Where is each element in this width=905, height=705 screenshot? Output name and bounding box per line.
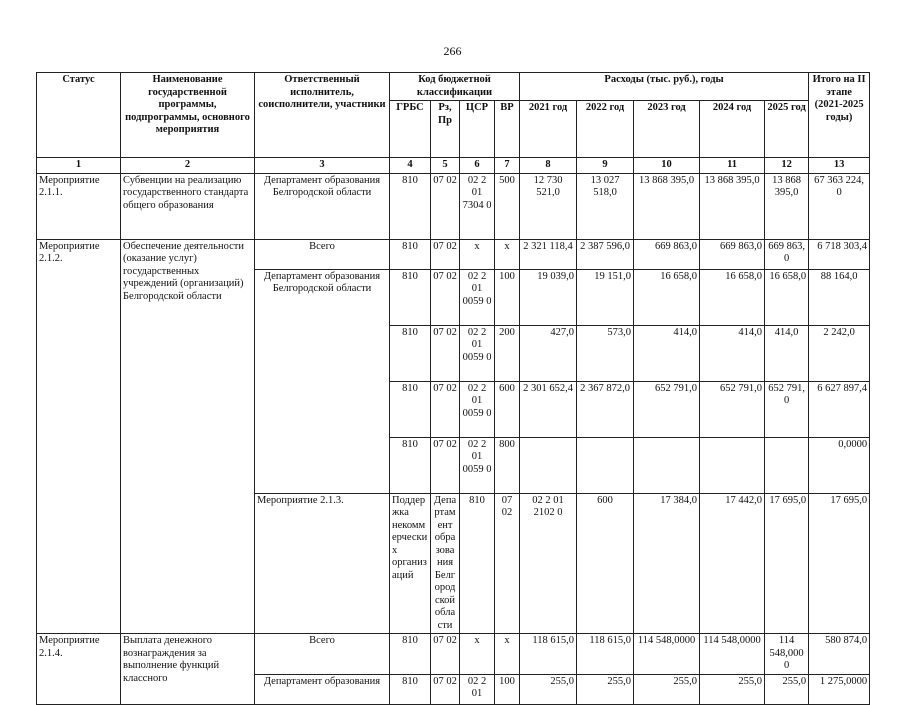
name-cell: Выплата денежного вознаграждения за выполнение функций классного (121, 634, 255, 705)
value-2021-cell: 255,0 (520, 674, 577, 704)
value-2023-cell: 16 658,0 (634, 269, 700, 325)
csr-cell: 02 2 01 2102 0 (520, 493, 577, 634)
value-2024-cell: 114 548,0000 (700, 634, 765, 675)
value-2023-cell: 669 863,0 (634, 239, 700, 269)
value-2024-cell: 669 863,0 (700, 239, 765, 269)
status-cell: Мероприятие 2.1.3. (255, 493, 390, 634)
rzpr-cell: 07 02 (431, 173, 460, 239)
value-2021-cell: 2 321 118,4 (520, 239, 577, 269)
header-grbs: ГРБС (390, 101, 431, 158)
table-row (37, 173, 870, 239)
value-2025-cell: 652 791, 0 (765, 381, 809, 437)
responsible-cell: Департамент образования Белгородской области (255, 173, 390, 239)
value-2021-cell: 19 039,0 (520, 269, 577, 325)
col-number: 5 (431, 158, 460, 174)
csr-cell: 02 2 01 7304 0 (460, 173, 495, 239)
header-csr: ЦСР (460, 101, 495, 158)
total-cell: 2 242,0 (809, 325, 870, 381)
value-2021-cell: 427,0 (520, 325, 577, 381)
vr-cell: 500 (495, 173, 520, 239)
grbs-cell: 810 (390, 325, 431, 381)
col-number: 4 (390, 158, 431, 174)
value-2025-cell: 16 658,0 (765, 269, 809, 325)
col-number: 2 (121, 158, 255, 174)
csr-cell: х (460, 239, 495, 269)
header-budget-code: Код бюджетной классификации (390, 73, 520, 101)
responsible-cell: Всего (255, 239, 390, 269)
vr-cell: 600 (495, 381, 520, 437)
header-name: Наименование государственной программы, подпрограммы, основного мероприятия (121, 73, 255, 158)
value-2025-cell: 13 868 395,0 (765, 173, 809, 239)
csr-cell: 02 2 01 (460, 674, 495, 704)
value-2024-cell (700, 437, 765, 493)
value-2023-cell: 652 791,0 (634, 381, 700, 437)
header-2023: 2023 год (634, 101, 700, 158)
csr-cell: х (460, 634, 495, 675)
value-2025-cell: 114 548,0000 (765, 634, 809, 675)
vr-cell: х (495, 634, 520, 675)
csr-cell: 02 2 01 0059 0 (460, 269, 495, 325)
value-2024-cell: 414,0 (700, 325, 765, 381)
vr-cell: 200 (495, 325, 520, 381)
grbs-cell: 810 (390, 239, 431, 269)
rzpr-cell: 07 02 (431, 381, 460, 437)
total-cell: 6 718 303,4 (809, 239, 870, 269)
col-number: 13 (809, 158, 870, 174)
csr-cell: 02 2 01 0059 0 (460, 381, 495, 437)
value-2024-cell: 16 658,0 (700, 269, 765, 325)
col-number: 6 (460, 158, 495, 174)
value-2024-cell: 255,0 (700, 674, 765, 704)
col-number: 11 (700, 158, 765, 174)
value-2022-cell: 2 387 596,0 (577, 239, 634, 269)
value-2024-cell: 13 868 395,0 (700, 173, 765, 239)
value-2023-cell: 414,0 (634, 325, 700, 381)
value-2024-cell: 652 791,0 (700, 381, 765, 437)
value-2022-cell: 255,0 (577, 674, 634, 704)
value-2021-cell: 12 730 521,0 (520, 173, 577, 239)
value-2022-cell (577, 437, 634, 493)
vr-cell: 100 (495, 674, 520, 704)
col-number: 1 (37, 158, 121, 174)
value-2021-cell: 2 301 652,4 (520, 381, 577, 437)
status-cell: Мероприятие 2.1.2. (37, 239, 121, 634)
col-number: 7 (495, 158, 520, 174)
total-cell: 88 164,0 (809, 269, 870, 325)
responsible-cell: Всего (255, 634, 390, 675)
csr-cell: 02 2 01 0059 0 (460, 325, 495, 381)
value-2023-cell: 114 548,0000 (634, 634, 700, 675)
rzpr-cell: 07 02 (431, 674, 460, 704)
value-2025-cell: 255,0 (765, 674, 809, 704)
col-number: 3 (255, 158, 390, 174)
page-number: 266 (443, 44, 462, 58)
col-number: 8 (520, 158, 577, 174)
header-2024: 2024 год (700, 101, 765, 158)
header-rzpr: Рз, Пр (431, 101, 460, 158)
value-2025-cell (765, 437, 809, 493)
rzpr-cell: 07 02 (431, 269, 460, 325)
rzpr-cell: 07 02 (495, 493, 520, 634)
status-cell: Мероприятие 2.1.1. (37, 173, 121, 239)
vr-cell: 600 (577, 493, 634, 634)
total-cell: 0,0000 (809, 437, 870, 493)
header-2021: 2021 год (520, 101, 577, 158)
total-cell: 6 627 897,4 (809, 381, 870, 437)
value-2022-cell: 573,0 (577, 325, 634, 381)
vr-cell: 800 (495, 437, 520, 493)
value-2022-cell: 118 615,0 (577, 634, 634, 675)
rzpr-cell: 07 02 (431, 634, 460, 675)
value-2023-cell: 17 695,0 (765, 493, 809, 634)
responsible-cell: Департамент образования (255, 674, 390, 704)
grbs-cell: 810 (390, 674, 431, 704)
value-2022-cell: 17 442,0 (700, 493, 765, 634)
grbs-cell: 810 (390, 634, 431, 675)
grbs-cell: 810 (390, 173, 431, 239)
rzpr-cell: 07 02 (431, 325, 460, 381)
value-2023-cell: 255,0 (634, 674, 700, 704)
total-cell: 1 275,0000 (809, 674, 870, 704)
rzpr-cell: 07 02 (431, 239, 460, 269)
value-2025-cell: 669 863, 0 (765, 239, 809, 269)
csr-cell: 02 2 01 0059 0 (460, 437, 495, 493)
col-number: 12 (765, 158, 809, 174)
name-cell: Субвенции на реализацию государственного стандарта общего образования (121, 173, 255, 239)
value-2022-cell: 19 151,0 (577, 269, 634, 325)
header-vr: ВР (495, 101, 520, 158)
responsible-cell: Департамент образования Белгородской области (255, 269, 390, 493)
grbs-cell: 810 (390, 437, 431, 493)
grbs-cell: 810 (390, 269, 431, 325)
responsible-cell: Департамент образования Белгородской области (431, 493, 460, 634)
value-2025-cell: 414,0 (765, 325, 809, 381)
value-2023-cell (634, 437, 700, 493)
total-cell: 580 874,0 (809, 634, 870, 675)
table-row (37, 239, 870, 269)
header-total: Итого на II этапе (2021-2025 годы) (809, 73, 870, 158)
value-2021-cell: 118 615,0 (520, 634, 577, 675)
total-cell: 67 363 224, 0 (809, 173, 870, 239)
value-2024-cell: 17 695,0 (809, 493, 870, 634)
value-2023-cell: 13 868 395,0 (634, 173, 700, 239)
header-responsible: Ответственный исполнитель, соисполнители, участники (255, 73, 390, 158)
grbs-cell: 810 (460, 493, 495, 634)
value-2022-cell: 2 367 872,0 (577, 381, 634, 437)
name-cell: Обеспечение деятельности (оказание услуг) государственных учреждений (организаций) Белгородской области (121, 239, 255, 634)
header-2025: 2025 год (765, 101, 809, 158)
header-status: Статус (37, 73, 121, 158)
value-2021-cell: 17 384,0 (634, 493, 700, 634)
value-2022-cell: 13 027 518,0 (577, 173, 634, 239)
name-cell: Поддержка некоммерческих организаций (390, 493, 431, 634)
col-number: 10 (634, 158, 700, 174)
vr-cell: 100 (495, 269, 520, 325)
header-2022: 2022 год (577, 101, 634, 158)
rzpr-cell: 07 02 (431, 437, 460, 493)
col-number: 9 (577, 158, 634, 174)
vr-cell: х (495, 239, 520, 269)
value-2021-cell (520, 437, 577, 493)
header-expenses: Расходы (тыс. руб.), годы (520, 73, 809, 101)
grbs-cell: 810 (390, 381, 431, 437)
status-cell: Мероприятие 2.1.4. (37, 634, 121, 705)
budget-table (36, 72, 870, 705)
